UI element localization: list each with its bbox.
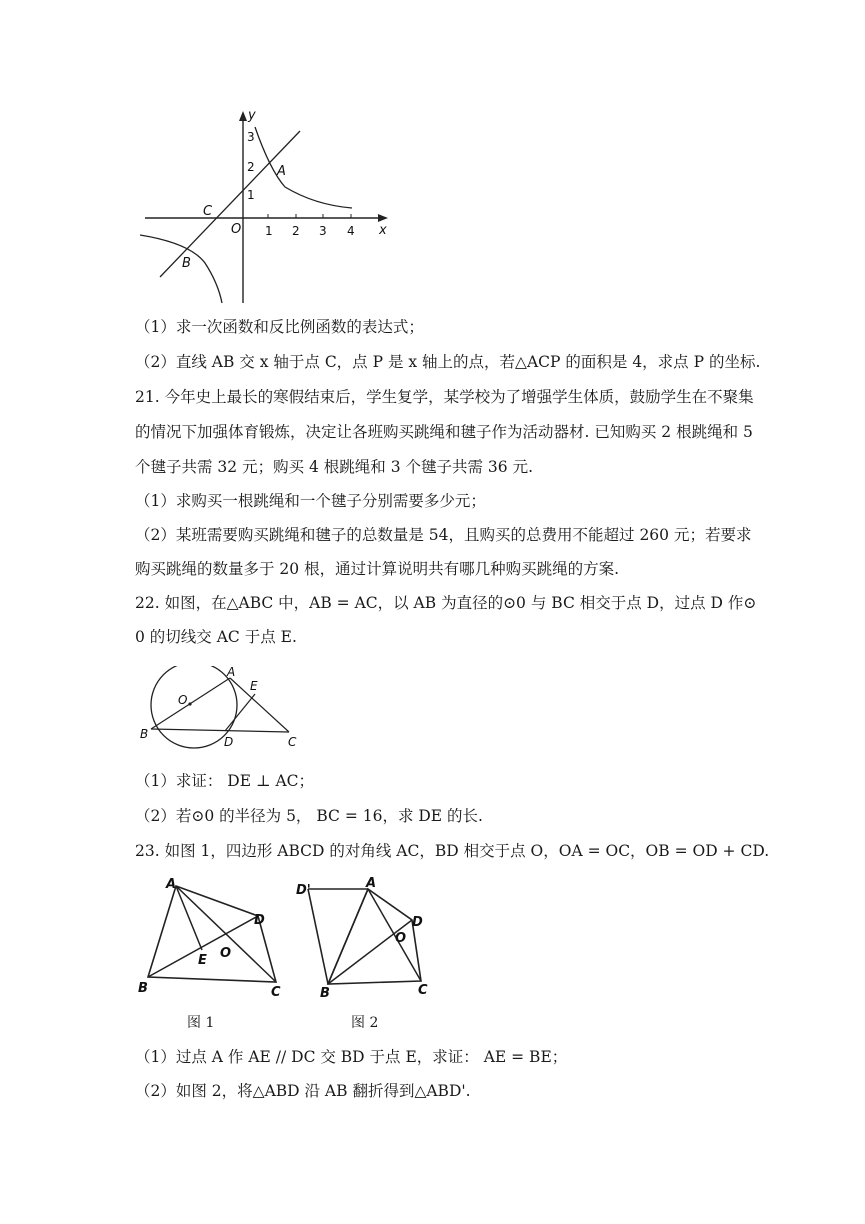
hyperbola-branch-1 [255, 127, 352, 208]
tick-x-3: 3 [319, 224, 327, 238]
point-a-label: A [277, 164, 286, 179]
fig2-label-d: D [412, 915, 423, 930]
fig1-label-o: O [220, 946, 232, 961]
function-graph [130, 105, 400, 314]
tick-y-3: 3 [247, 130, 255, 144]
q21-part1: （1）求购买一根跳绳和一个毽子分别需要多少元； [135, 492, 486, 510]
q23-part1: （1）过点 A 作 AE // DC 交 BD 于点 E，求证： AE = BE； [135, 1048, 568, 1066]
q20-part2: （2）直线 AB 交 x 轴于点 C，点 P 是 x 轴上的点，若△ACP 的面积是 4，求点 P 的坐标. [135, 353, 761, 371]
point-b-label: B [182, 256, 191, 271]
fig1-label-e: E [198, 953, 207, 968]
label-c: C [288, 735, 297, 749]
q21-line-3: 个毽子共需 32 元；购买 4 根跳绳和 3 个毽子共需 36 元. [135, 458, 534, 476]
segment-ac [230, 678, 289, 732]
fig1-label-b: B [138, 981, 148, 996]
tick-x-1: 1 [265, 224, 273, 238]
figure-2 [294, 874, 444, 1003]
figure-1-caption: 图 1 [187, 1015, 215, 1031]
q21-part2-line-1: （2）某班需要购买跳绳和毽子的总数量是 54，且购买的总费用不能超过 260 元；若要求 [135, 526, 752, 544]
quad-abcd-fig2 [328, 889, 421, 984]
tick-y-2: 2 [247, 160, 255, 174]
fig2-label-b: B [320, 986, 330, 999]
x-axis-label: x [379, 223, 387, 238]
segment-d-prime-b [308, 889, 328, 984]
label-o: O [178, 693, 188, 707]
segment-bc [151, 729, 289, 732]
label-a: A [227, 666, 236, 679]
y-axis-label: y [248, 108, 256, 123]
tick-x-2: 2 [292, 224, 300, 238]
fig2-label-c: C [418, 983, 428, 998]
q23-line: 23. 如图 1，四边形 ABCD 的对角线 AC，BD 相交于点 O，OA = OC，OB = OD + CD. [135, 842, 770, 860]
quad-abcd [148, 886, 276, 982]
q21-line-1: 21. 今年史上最长的寒假结束后，学生复学，某学校为了增强学生体质，鼓励学生在不聚集 [135, 388, 754, 406]
q23-part2: （2）如图 2，将△ABD 沿 AB 翻折得到△ABD'. [135, 1082, 471, 1100]
label-b: B [140, 727, 149, 741]
y-axis-arrow [239, 111, 247, 121]
point-c-label: C [203, 204, 213, 219]
segment-de [225, 694, 255, 731]
q22-line-2: 0 的切线交 AC 于点 E. [135, 628, 297, 646]
tick-y-1: 1 [247, 188, 255, 202]
x-axis-arrow [378, 214, 388, 222]
figure-2-caption: 图 2 [351, 1015, 379, 1031]
label-d: D [224, 735, 234, 749]
center-o [188, 702, 191, 705]
q22-line-1: 22. 如图，在△ABC 中，AB = AC，以 AB 为直径的⊙0 与 BC 相交于点 D，过点 D 作⊙ [135, 594, 757, 612]
q22-part2: （2）若⊙0 的半径为 5， BC = 16，求 DE 的长. [135, 807, 483, 825]
origin-label: O [231, 222, 242, 237]
label-e: E [250, 679, 258, 693]
q20-part1: （1）求一次函数和反比例函数的表达式； [135, 318, 424, 336]
fig2-label-o: O [395, 931, 407, 946]
line-ab [160, 131, 300, 277]
q22-part1: （1）求证： DE ⊥ AC； [135, 772, 315, 790]
fig1-label-a: A [166, 877, 177, 892]
diagonal-bd-fig2 [328, 920, 412, 984]
fig1-label-d: D [254, 913, 265, 928]
fig2-label-a: A [366, 876, 377, 891]
figure-1 [136, 874, 296, 1003]
tick-x-4: 4 [347, 224, 355, 238]
q21-part2-line-2: 购买跳绳的数量多于 20 根，通过计算说明共有哪几种购买跳绳的方案. [135, 560, 620, 578]
fig2-label-d-prime: D' [296, 883, 311, 898]
circle-triangle-figure [138, 666, 313, 760]
fig1-label-c: C [271, 985, 281, 999]
hyperbola-branch-3 [140, 235, 222, 303]
segment-ae [176, 886, 202, 950]
q21-line-2: 的情况下加强体育锻炼，决定让各班购买跳绳和毽子作为活动器材. 已知购买 2 根跳绳和 5 [135, 423, 753, 441]
